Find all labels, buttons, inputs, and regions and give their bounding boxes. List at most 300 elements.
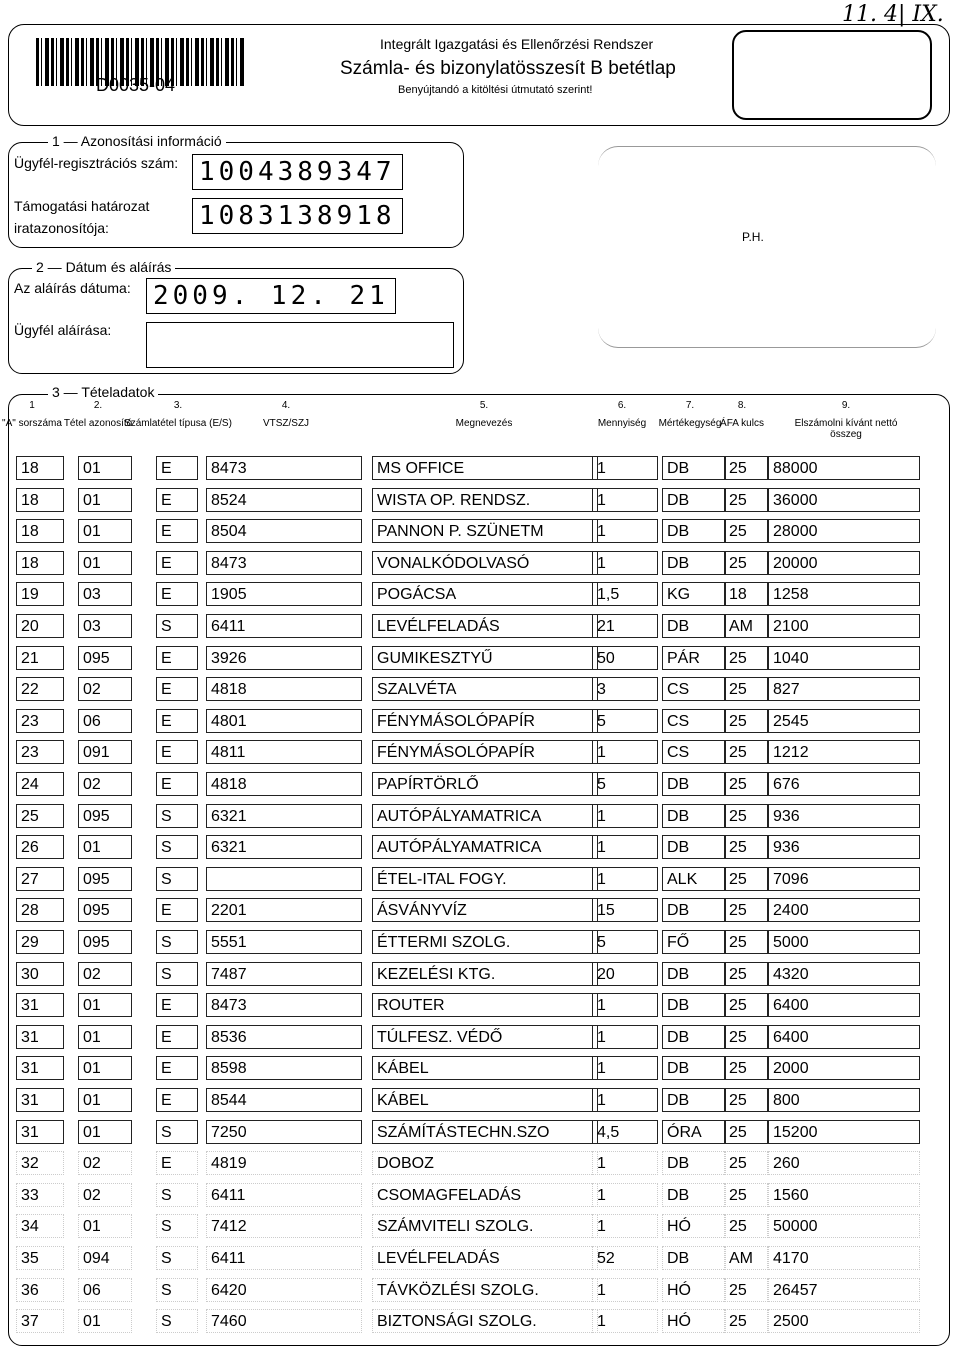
unit-cell[interactable]: DB xyxy=(662,551,726,575)
vtsz-cell[interactable] xyxy=(206,867,362,891)
net-amount-cell[interactable]: 1040 xyxy=(768,646,920,670)
vat-rate-cell[interactable]: 25 xyxy=(724,456,768,480)
table-row xyxy=(16,1183,920,1209)
quantity-cell[interactable]: 1 xyxy=(592,740,658,764)
description-cell[interactable]: PAPÍRTÖRLŐ xyxy=(372,772,598,796)
description-cell[interactable]: SZÁMÍTÁSTECHN.SZO xyxy=(372,1120,598,1144)
row-number-cell[interactable]: 22 xyxy=(16,677,64,701)
unit-cell[interactable]: DB xyxy=(662,835,726,859)
vtsz-cell[interactable]: 8536 xyxy=(206,1025,362,1049)
vtsz-cell[interactable]: 3926 xyxy=(206,646,362,670)
quantity-cell[interactable]: 5 xyxy=(592,930,658,954)
unit-cell[interactable]: DB xyxy=(662,1151,726,1175)
vat-rate-cell[interactable]: 25 xyxy=(724,867,768,891)
table-row xyxy=(16,1309,920,1335)
form-note: Benyújtandó a kitöltési útmutató szerint! xyxy=(398,84,593,96)
vtsz-cell[interactable]: 8598 xyxy=(206,1056,362,1080)
column-name-6: Mennyiség xyxy=(597,418,647,429)
quantity-cell[interactable]: 1 xyxy=(592,835,658,859)
column-number-6: 6. xyxy=(617,400,627,411)
row-number-cell[interactable]: 18 xyxy=(16,551,64,575)
row-number-cell[interactable]: 36 xyxy=(16,1278,64,1302)
unit-cell[interactable]: DB xyxy=(662,1025,726,1049)
unit-cell[interactable]: DB xyxy=(662,898,726,922)
quantity-cell[interactable]: 5 xyxy=(592,709,658,733)
unit-cell[interactable]: HÓ xyxy=(662,1214,726,1238)
column-name-9: Elszámolni kívánt nettó összeg xyxy=(794,418,898,440)
item-type-cell[interactable]: E xyxy=(156,488,198,512)
net-amount-cell[interactable]: 20000 xyxy=(768,551,920,575)
vtsz-cell[interactable]: 7460 xyxy=(206,1309,362,1333)
table-row xyxy=(16,646,920,672)
vtsz-cell[interactable]: 4811 xyxy=(206,740,362,764)
item-id-cell[interactable]: 01 xyxy=(78,519,132,543)
unit-cell[interactable]: DB xyxy=(662,962,726,986)
vat-rate-cell[interactable]: 25 xyxy=(724,1056,768,1080)
unit-cell[interactable]: DB xyxy=(662,456,726,480)
net-amount-cell[interactable]: 676 xyxy=(768,772,920,796)
description-cell[interactable]: WISTA OP. RENDSZ. xyxy=(372,488,598,512)
item-type-cell[interactable]: E xyxy=(156,1151,198,1175)
quantity-cell[interactable]: 1 xyxy=(592,1088,658,1112)
description-cell[interactable]: PANNON P. SZÜNETM xyxy=(372,519,598,543)
row-number-cell[interactable]: 18 xyxy=(16,519,64,543)
item-id-cell[interactable]: 02 xyxy=(78,1151,132,1175)
row-number-cell[interactable]: 31 xyxy=(16,1088,64,1112)
table-row xyxy=(16,456,920,482)
description-cell[interactable]: VONALKÓDOLVASÓ xyxy=(372,551,598,575)
item-id-cell[interactable]: 02 xyxy=(78,677,132,701)
office-stamp-box xyxy=(732,30,932,120)
item-type-cell[interactable]: E xyxy=(156,646,198,670)
vtsz-cell[interactable]: 4819 xyxy=(206,1151,362,1175)
item-type-cell[interactable]: S xyxy=(156,1309,198,1333)
description-cell[interactable]: ROUTER xyxy=(372,993,598,1017)
vtsz-cell[interactable]: 8473 xyxy=(206,456,362,480)
net-amount-cell[interactable]: 50000 xyxy=(768,1214,920,1238)
unit-cell[interactable]: DB xyxy=(662,1246,726,1270)
description-cell[interactable]: SZALVÉTA xyxy=(372,677,598,701)
item-type-cell[interactable]: S xyxy=(156,962,198,986)
vtsz-cell[interactable]: 7487 xyxy=(206,962,362,986)
item-type-cell[interactable]: E xyxy=(156,993,198,1017)
description-cell[interactable]: GUMIKESZTYŰ xyxy=(372,646,598,670)
item-id-cell[interactable]: 01 xyxy=(78,1056,132,1080)
vat-rate-cell[interactable]: 25 xyxy=(724,930,768,954)
table-row xyxy=(16,1120,920,1146)
net-amount-cell[interactable]: 800 xyxy=(768,1088,920,1112)
item-type-cell[interactable]: E xyxy=(156,677,198,701)
column-number-7: 7. xyxy=(685,400,695,411)
vat-rate-cell[interactable]: 25 xyxy=(724,740,768,764)
net-amount-cell[interactable]: 2400 xyxy=(768,898,920,922)
quantity-cell[interactable]: 1 xyxy=(592,551,658,575)
item-id-cell[interactable]: 01 xyxy=(78,551,132,575)
item-id-cell[interactable]: 03 xyxy=(78,582,132,606)
vtsz-cell[interactable]: 6321 xyxy=(206,835,362,859)
quantity-cell[interactable]: 50 xyxy=(592,646,658,670)
quantity-cell[interactable]: 21 xyxy=(592,614,658,638)
row-number-cell[interactable]: 18 xyxy=(16,488,64,512)
vat-rate-cell[interactable]: 25 xyxy=(724,962,768,986)
vtsz-cell[interactable]: 8544 xyxy=(206,1088,362,1112)
item-type-cell[interactable]: S xyxy=(156,1214,198,1238)
description-cell[interactable]: FÉNYMÁSOLÓPAPÍR xyxy=(372,740,598,764)
table-row xyxy=(16,614,920,640)
decision-label-line1: Támogatási határozat xyxy=(14,198,150,214)
item-type-cell[interactable]: E xyxy=(156,551,198,575)
system-name: Integrált Igazgatási és Ellenőrzési Rendszer xyxy=(380,36,654,52)
unit-cell[interactable]: DB xyxy=(662,519,726,543)
description-cell[interactable]: ÉTTERMI SZOLG. xyxy=(372,930,598,954)
column-name-3: Számlatétel típusa (E/S) xyxy=(124,418,232,429)
unit-cell[interactable]: HÓ xyxy=(662,1278,726,1302)
item-id-cell[interactable]: 01 xyxy=(78,1088,132,1112)
vtsz-cell[interactable]: 7412 xyxy=(206,1214,362,1238)
description-cell[interactable]: KEZELÉSI KTG. xyxy=(372,962,598,986)
row-number-cell[interactable]: 30 xyxy=(16,962,64,986)
description-cell[interactable]: DOBOZ xyxy=(372,1151,598,1175)
quantity-cell[interactable]: 1 xyxy=(592,1151,658,1175)
item-type-cell[interactable]: S xyxy=(156,867,198,891)
vtsz-cell[interactable]: 8473 xyxy=(206,993,362,1017)
description-cell[interactable]: LEVÉLFELADÁS xyxy=(372,614,598,638)
item-type-cell[interactable]: S xyxy=(156,1120,198,1144)
item-id-cell[interactable]: 01 xyxy=(78,1214,132,1238)
doc-code: D0035-04 xyxy=(96,75,176,95)
quantity-cell[interactable]: 15 xyxy=(592,898,658,922)
item-type-cell[interactable]: E xyxy=(156,1056,198,1080)
net-amount-cell[interactable]: 2545 xyxy=(768,709,920,733)
row-number-cell[interactable]: 20 xyxy=(16,614,64,638)
row-number-cell[interactable]: 31 xyxy=(16,1056,64,1080)
row-number-cell[interactable]: 31 xyxy=(16,993,64,1017)
item-type-cell[interactable]: S xyxy=(156,930,198,954)
item-type-cell[interactable]: S xyxy=(156,835,198,859)
description-cell[interactable]: TÚLFESZ. VÉDŐ xyxy=(372,1025,598,1049)
description-cell[interactable]: KÁBEL xyxy=(372,1088,598,1112)
unit-cell[interactable]: DB xyxy=(662,614,726,638)
item-type-cell[interactable]: S xyxy=(156,1278,198,1302)
vat-rate-cell[interactable]: 25 xyxy=(724,804,768,828)
quantity-cell[interactable]: 1 xyxy=(592,1309,658,1333)
quantity-cell[interactable]: 4,5 xyxy=(592,1120,658,1144)
column-name-8: ÁFA kulcs xyxy=(720,418,764,429)
vat-rate-cell[interactable]: 25 xyxy=(724,1183,768,1207)
quantity-cell[interactable]: 1 xyxy=(592,1025,658,1049)
row-number-cell[interactable]: 33 xyxy=(16,1183,64,1207)
vat-rate-cell[interactable]: 25 xyxy=(724,772,768,796)
item-id-cell[interactable]: 01 xyxy=(78,456,132,480)
item-type-cell[interactable]: E xyxy=(156,740,198,764)
vat-rate-cell[interactable]: 25 xyxy=(724,1025,768,1049)
item-id-cell[interactable]: 091 xyxy=(78,740,132,764)
unit-cell[interactable]: DB xyxy=(662,1056,726,1080)
item-id-cell[interactable]: 01 xyxy=(78,835,132,859)
table-row xyxy=(16,962,920,988)
item-id-cell[interactable]: 01 xyxy=(78,1120,132,1144)
description-cell[interactable]: KÁBEL xyxy=(372,1056,598,1080)
net-amount-cell[interactable]: 936 xyxy=(768,804,920,828)
vat-rate-cell[interactable]: 18 xyxy=(724,582,768,606)
item-type-cell[interactable]: E xyxy=(156,582,198,606)
description-cell[interactable]: SZÁMVITELI SZOLG. xyxy=(372,1214,598,1238)
table-row xyxy=(16,582,920,608)
vtsz-cell[interactable]: 8504 xyxy=(206,519,362,543)
column-number-4: 4. xyxy=(281,400,291,411)
item-type-cell[interactable]: S xyxy=(156,1246,198,1270)
quantity-cell[interactable]: 1 xyxy=(592,804,658,828)
column-name-4: VTSZ/SZJ xyxy=(262,418,310,429)
vat-rate-cell[interactable]: 25 xyxy=(724,519,768,543)
quantity-cell[interactable]: 1 xyxy=(592,519,658,543)
vtsz-cell[interactable]: 8524 xyxy=(206,488,362,512)
row-number-cell[interactable]: 28 xyxy=(16,898,64,922)
form-title: Számla- és bizonylatösszesít B betétlap xyxy=(340,58,676,79)
item-type-cell[interactable]: S xyxy=(156,804,198,828)
description-cell[interactable]: BIZTONSÁGI SZOLG. xyxy=(372,1309,598,1333)
vat-rate-cell[interactable]: 25 xyxy=(724,1151,768,1175)
quantity-cell[interactable]: 1 xyxy=(592,867,658,891)
description-cell[interactable]: CSOMAGFELADÁS xyxy=(372,1183,598,1207)
vat-rate-cell[interactable]: 25 xyxy=(724,993,768,1017)
row-number-cell[interactable]: 26 xyxy=(16,835,64,859)
vtsz-cell[interactable]: 4801 xyxy=(206,709,362,733)
signature-field[interactable] xyxy=(146,322,454,368)
net-amount-cell[interactable]: 7096 xyxy=(768,867,920,891)
quantity-cell[interactable]: 1 xyxy=(592,1278,658,1302)
quantity-cell[interactable]: 1 xyxy=(592,456,658,480)
quantity-cell[interactable]: 20 xyxy=(592,962,658,986)
item-id-cell[interactable]: 02 xyxy=(78,772,132,796)
item-type-cell[interactable]: S xyxy=(156,1183,198,1207)
handwritten-page-number: 11. 4| IX. xyxy=(842,2,944,27)
row-number-cell[interactable]: 23 xyxy=(16,709,64,733)
description-cell[interactable]: AUTÓPÁLYAMATRICA xyxy=(372,804,598,828)
unit-cell[interactable]: KG xyxy=(662,582,726,606)
table-row xyxy=(16,772,920,798)
description-cell[interactable]: MS OFFICE xyxy=(372,456,598,480)
net-amount-cell[interactable]: 936 xyxy=(768,835,920,859)
vtsz-cell[interactable]: 4818 xyxy=(206,677,362,701)
table-row xyxy=(16,1088,920,1114)
table-row xyxy=(16,740,920,766)
unit-cell[interactable]: FŐ xyxy=(662,930,726,954)
net-amount-cell[interactable]: 6400 xyxy=(768,993,920,1017)
vtsz-cell[interactable]: 6321 xyxy=(206,804,362,828)
section2-title: 2 — Dátum és aláírás xyxy=(32,259,175,275)
vat-rate-cell[interactable]: 25 xyxy=(724,1120,768,1144)
description-cell[interactable]: ÉTEL-ITAL FOGY. xyxy=(372,867,598,891)
quantity-cell[interactable]: 3 xyxy=(592,677,658,701)
net-amount-cell[interactable]: 28000 xyxy=(768,519,920,543)
vtsz-cell[interactable]: 5551 xyxy=(206,930,362,954)
vtsz-cell[interactable]: 8473 xyxy=(206,551,362,575)
net-amount-cell[interactable]: 88000 xyxy=(768,456,920,480)
unit-cell[interactable]: DB xyxy=(662,993,726,1017)
item-type-cell[interactable]: E xyxy=(156,1088,198,1112)
row-number-cell[interactable]: 19 xyxy=(16,582,64,606)
vat-rate-cell[interactable]: 25 xyxy=(724,1309,768,1333)
unit-cell[interactable]: DB xyxy=(662,488,726,512)
item-id-cell[interactable]: 094 xyxy=(78,1246,132,1270)
vat-rate-cell[interactable]: 25 xyxy=(724,898,768,922)
vat-rate-cell[interactable]: AM xyxy=(724,1246,768,1270)
vtsz-cell[interactable]: 1905 xyxy=(206,582,362,606)
table-row xyxy=(16,1246,920,1272)
row-number-cell[interactable]: 35 xyxy=(16,1246,64,1270)
row-number-cell[interactable]: 27 xyxy=(16,867,64,891)
unit-cell[interactable]: DB xyxy=(662,1183,726,1207)
signature-label: Ügyfél aláírása: xyxy=(14,322,112,338)
item-id-cell[interactable]: 02 xyxy=(78,962,132,986)
item-type-cell[interactable]: E xyxy=(156,898,198,922)
unit-cell[interactable]: ÓRA xyxy=(662,1120,726,1144)
vat-rate-cell[interactable]: 25 xyxy=(724,1278,768,1302)
vat-rate-cell[interactable]: 25 xyxy=(724,1088,768,1112)
stamp-label: P.H. xyxy=(742,230,764,244)
item-type-cell[interactable]: S xyxy=(156,614,198,638)
net-amount-cell[interactable]: 4320 xyxy=(768,962,920,986)
unit-cell[interactable]: HÓ xyxy=(662,1309,726,1333)
reg-number-label: Ügyfél-regisztrációs szám: xyxy=(14,155,179,171)
date-label: Az aláírás dátuma: xyxy=(14,280,131,296)
item-type-cell[interactable]: E xyxy=(156,519,198,543)
unit-cell[interactable]: CS xyxy=(662,677,726,701)
item-id-cell[interactable]: 01 xyxy=(78,993,132,1017)
vat-rate-cell[interactable]: 25 xyxy=(724,677,768,701)
column-name-2: Tétel azonosító xyxy=(63,418,133,429)
vat-rate-cell[interactable]: 25 xyxy=(724,835,768,859)
column-number-2: 2. xyxy=(93,400,103,411)
item-id-cell[interactable]: 095 xyxy=(78,867,132,891)
vat-rate-cell[interactable]: 25 xyxy=(724,551,768,575)
quantity-cell[interactable]: 5 xyxy=(592,772,658,796)
decision-label-line2: iratazonosítója: xyxy=(14,220,109,236)
description-cell[interactable]: TÁVKÖZLÉSI SZOLG. xyxy=(372,1278,598,1302)
vat-rate-cell[interactable]: 25 xyxy=(724,1214,768,1238)
quantity-cell[interactable]: 1 xyxy=(592,1056,658,1080)
net-amount-cell[interactable]: 15200 xyxy=(768,1120,920,1144)
item-id-cell[interactable]: 095 xyxy=(78,646,132,670)
net-amount-cell[interactable]: 2100 xyxy=(768,614,920,638)
vat-rate-cell[interactable]: 25 xyxy=(724,646,768,670)
unit-cell[interactable]: DB xyxy=(662,772,726,796)
row-number-cell[interactable]: 21 xyxy=(16,646,64,670)
row-number-cell[interactable]: 18 xyxy=(16,456,64,480)
table-row xyxy=(16,1056,920,1082)
vtsz-cell[interactable]: 6411 xyxy=(206,1183,362,1207)
item-id-cell[interactable]: 02 xyxy=(78,1183,132,1207)
net-amount-cell[interactable]: 260 xyxy=(768,1151,920,1175)
row-number-cell[interactable]: 25 xyxy=(16,804,64,828)
net-amount-cell[interactable]: 827 xyxy=(768,677,920,701)
vtsz-cell[interactable]: 2201 xyxy=(206,898,362,922)
unit-cell[interactable]: CS xyxy=(662,709,726,733)
item-id-cell[interactable]: 06 xyxy=(78,1278,132,1302)
decision-id-field[interactable]: 1083138918 xyxy=(192,198,403,234)
row-number-cell[interactable]: 31 xyxy=(16,1025,64,1049)
date-field[interactable]: 2009. 12. 21 xyxy=(146,278,396,314)
row-number-cell[interactable]: 32 xyxy=(16,1151,64,1175)
net-amount-cell[interactable]: 1212 xyxy=(768,740,920,764)
vat-rate-cell[interactable]: 25 xyxy=(724,709,768,733)
description-cell[interactable]: LEVÉLFELADÁS xyxy=(372,1246,598,1270)
vtsz-cell[interactable]: 6411 xyxy=(206,614,362,638)
column-number-9: 9. xyxy=(841,400,851,411)
item-id-cell[interactable]: 095 xyxy=(78,804,132,828)
quantity-cell[interactable]: 1 xyxy=(592,488,658,512)
item-type-cell[interactable]: E xyxy=(156,456,198,480)
vat-rate-cell[interactable]: 25 xyxy=(724,488,768,512)
unit-cell[interactable]: CS xyxy=(662,740,726,764)
item-type-cell[interactable]: E xyxy=(156,709,198,733)
vat-rate-cell[interactable]: AM xyxy=(724,614,768,638)
description-cell[interactable]: AUTÓPÁLYAMATRICA xyxy=(372,835,598,859)
row-number-cell[interactable]: 23 xyxy=(16,740,64,764)
row-number-cell[interactable]: 31 xyxy=(16,1120,64,1144)
net-amount-cell[interactable]: 5000 xyxy=(768,930,920,954)
description-cell[interactable]: POGÁCSA xyxy=(372,582,598,606)
vtsz-cell[interactable]: 7250 xyxy=(206,1120,362,1144)
item-id-cell[interactable]: 095 xyxy=(78,930,132,954)
item-id-cell[interactable]: 03 xyxy=(78,614,132,638)
net-amount-cell[interactable]: 6400 xyxy=(768,1025,920,1049)
quantity-cell[interactable]: 1 xyxy=(592,1214,658,1238)
item-type-cell[interactable]: E xyxy=(156,1025,198,1049)
unit-cell[interactable]: DB xyxy=(662,804,726,828)
item-id-cell[interactable]: 01 xyxy=(78,1025,132,1049)
net-amount-cell[interactable]: 1560 xyxy=(768,1183,920,1207)
item-type-cell[interactable]: E xyxy=(156,772,198,796)
item-id-cell[interactable]: 095 xyxy=(78,898,132,922)
unit-cell[interactable]: DB xyxy=(662,1088,726,1112)
unit-cell[interactable]: PÁR xyxy=(662,646,726,670)
vtsz-cell[interactable]: 6411 xyxy=(206,1246,362,1270)
quantity-cell[interactable]: 1 xyxy=(592,1183,658,1207)
table-row xyxy=(16,835,920,861)
item-id-cell[interactable]: 01 xyxy=(78,488,132,512)
table-row xyxy=(16,488,920,514)
item-id-cell[interactable]: 06 xyxy=(78,709,132,733)
row-number-cell[interactable]: 34 xyxy=(16,1214,64,1238)
quantity-cell[interactable]: 1 xyxy=(592,993,658,1017)
net-amount-cell[interactable]: 2500 xyxy=(768,1309,920,1333)
column-number-8: 8. xyxy=(737,400,747,411)
column-number-3: 3. xyxy=(173,400,183,411)
description-cell[interactable]: FÉNYMÁSOLÓPAPÍR xyxy=(372,709,598,733)
reg-number-field[interactable]: 1004389347 xyxy=(192,154,403,190)
vtsz-cell[interactable]: 4818 xyxy=(206,772,362,796)
row-number-cell[interactable]: 24 xyxy=(16,772,64,796)
net-amount-cell[interactable]: 4170 xyxy=(768,1246,920,1270)
net-amount-cell[interactable]: 1258 xyxy=(768,582,920,606)
row-number-cell[interactable]: 37 xyxy=(16,1309,64,1333)
item-id-cell[interactable]: 01 xyxy=(78,1309,132,1333)
table-row xyxy=(16,930,920,956)
row-number-cell[interactable]: 29 xyxy=(16,930,64,954)
quantity-cell[interactable]: 52 xyxy=(592,1246,658,1270)
quantity-cell[interactable]: 1,5 xyxy=(592,582,658,606)
table-row xyxy=(16,1278,920,1304)
vtsz-cell[interactable]: 6420 xyxy=(206,1278,362,1302)
net-amount-cell[interactable]: 2000 xyxy=(768,1056,920,1080)
net-amount-cell[interactable]: 26457 xyxy=(768,1278,920,1302)
unit-cell[interactable]: ALK xyxy=(662,867,726,891)
table-row xyxy=(16,804,920,830)
description-cell[interactable]: ÁSVÁNYVÍZ xyxy=(372,898,598,922)
net-amount-cell[interactable]: 36000 xyxy=(768,488,920,512)
